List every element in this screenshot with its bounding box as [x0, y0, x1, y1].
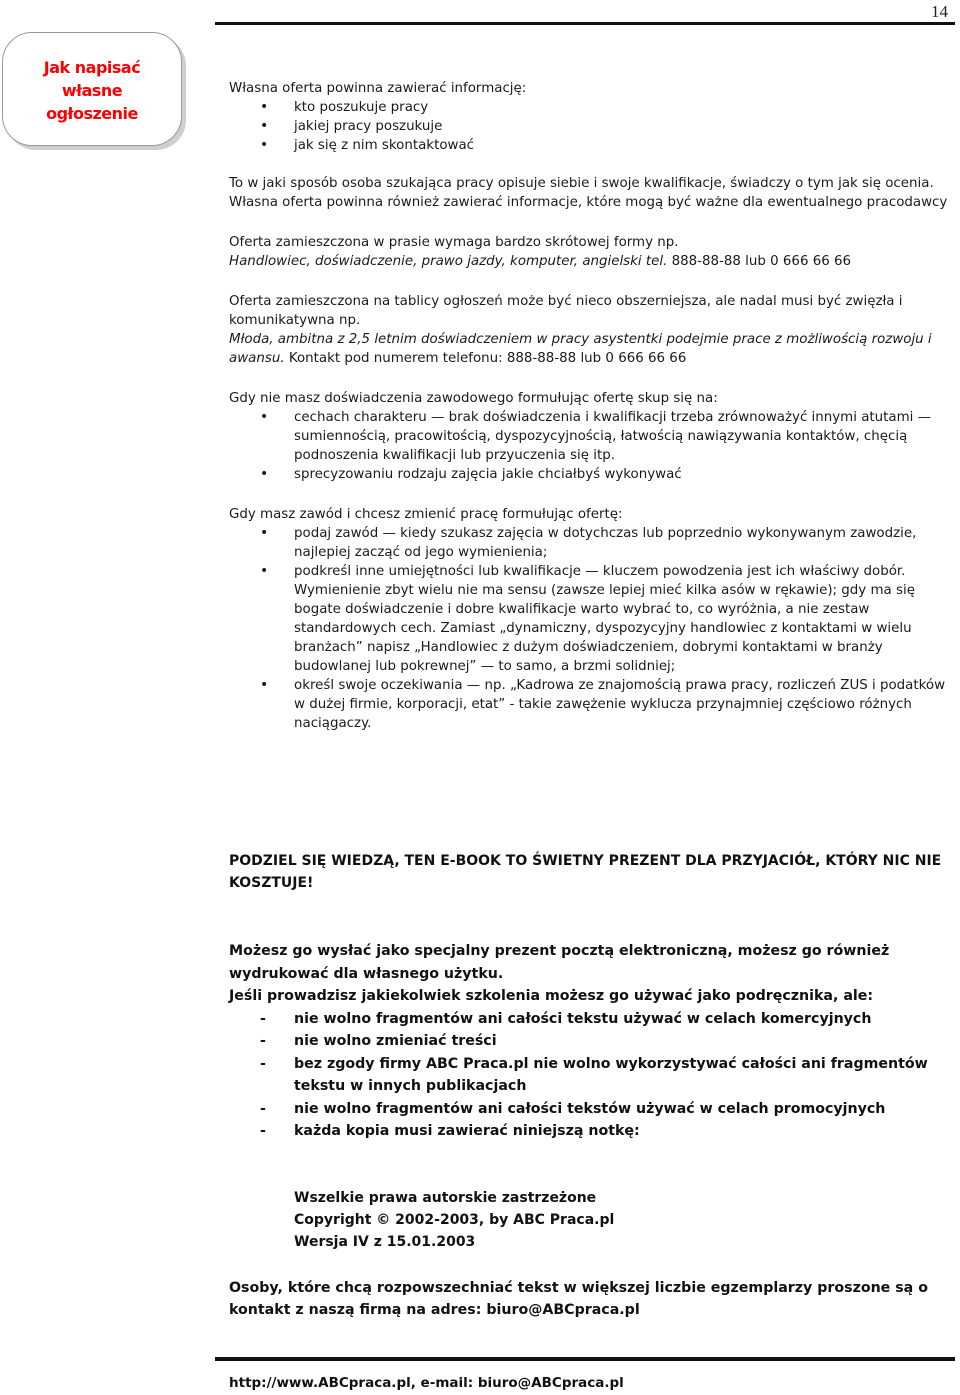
- list-item: • kto poszukuje pracy: [229, 98, 953, 117]
- license-line-1: Możesz go wysłać jako specjalny prezent pocztą elektroniczną, możesz go również wydrukować dla własnego użytku.: [229, 943, 890, 982]
- rights-reserved: Wszelkie prawa autorskie zastrzeżone: [294, 1190, 597, 1206]
- list-item: • podaj zawód — kiedy szukasz zajęcia w dotychczas lub poprzednio wykonywanym zawodzie, najlepiej zacząć od jego wymienienia;: [229, 524, 953, 562]
- change-job-lead: Gdy masz zawód i chcesz zmienić pracę formułując ofertę:: [229, 507, 623, 522]
- license-item: - nie wolno fragmentów ani całości tekstu używać w celach komercyjnych: [229, 1008, 954, 1031]
- board-example-text: Młoda, ambitna z 2,5 letnim doświadczeniem w pracy asystentki podejmie prace z możliwością rozwoju i awansu.: [229, 332, 932, 366]
- intro-lead: Własna oferta powinna zawierać informację:: [229, 81, 527, 96]
- callout-line: ogłoszenie: [46, 104, 138, 123]
- license-item: - bez zgody firmy ABC Praca.pl nie wolno wykorzystywać całości ani fragmentów tekstu w innych publikacjach: [229, 1053, 954, 1098]
- license-item: - nie wolno zmieniać treści: [229, 1030, 954, 1053]
- callout-line: własne: [61, 81, 123, 100]
- page-number: 14: [931, 2, 948, 21]
- list-item: • jakiej pracy poszukuje: [229, 117, 953, 136]
- copyright-line: Copyright © 2002-2003, by ABC Praca.pl: [294, 1212, 615, 1228]
- footer-contact: http://www.ABCpraca.pl, e-mail: biuro@ABCpraca.pl: [229, 1375, 624, 1391]
- license-section: [229, 940, 954, 1143]
- list-item: • podkreśl inne umiejętności lub kwalifikacje — kluczem powodzenia jest ich właściwy dobór. Wymienienie zbyt wielu nie ma sensu (zawsze lepiej mieć kilka asów w rękawie); gdy ma się bogate doświadczenie i dobre kwalifikacje warto wybrać to, co wyróżnia, a nie zestaw standardowych cech. Zamiast „dynamiczny, dyspozycyjny handlowiec z kontaktami w wielu branżach” napisz „Handlowiec z dużym doświadczeniem, dobrymi kontaktami w branży budowlanej lub pokrewnej” — to samo, a brzmi solidniej;: [229, 562, 953, 676]
- board-offer-line: Oferta zamieszczona na tablicy ogłoszeń może być nieco obszerniejsza, ale nadal musi być zwięzła i komunikatywna np.: [229, 294, 903, 328]
- distribution-note: Osoby, które chcą rozpowszechniać tekst w większej liczbie egzemplarzy proszone są o kontakt z naszą firmą na adres: biuro@ABCpraca.pl: [229, 1280, 928, 1318]
- list-item: • sprecyzowaniu rodzaju zajęcia jakie chciałbyś wykonywać: [229, 465, 953, 484]
- license-item: - nie wolno fragmentów ani całości tekstów używać w celach promocyjnych: [229, 1098, 954, 1121]
- license-item: - każda kopia musi zawierać niniejszą notkę:: [229, 1120, 954, 1143]
- no-experience-list: [229, 408, 953, 484]
- change-job-list: [229, 524, 953, 733]
- callout-line: Jak napisać: [43, 58, 141, 77]
- board-contact: Kontakt pod numerem telefonu: 888-88-88 lub 0 666 66 66: [284, 351, 687, 366]
- list-item: • określ swoje oczekiwania — np. „Kadrowa ze znajomością prawa pracy, rozliczeń ZUS i podatków w dużej firmie, korporacji, etat” - takie zawężenie wyklucza przynajmniej częściowo różnych naciągaczy.: [229, 676, 953, 733]
- footer-rule: [215, 1357, 955, 1361]
- license-line-2: Jeśli prowadzisz jakiekolwiek szkolenia możesz go używać jako podręcznika, ale:: [229, 988, 874, 1004]
- section-callout-title: [2, 56, 182, 125]
- article-body: [229, 79, 953, 733]
- press-phone: 888-88-88 lub 0 666 66 66: [667, 254, 852, 269]
- header-rule: [215, 22, 955, 25]
- no-experience-lead: Gdy nie masz doświadczenia zawodowego formułując ofertę skup się na:: [229, 391, 718, 406]
- share-ebook-heading: PODZIEL SIĘ WIEDZĄ, TEN E-BOOK TO ŚWIETNY PREZENT DLA PRZYJACIÓŁ, KTÓRY NIC NIE KOSZTUJE!: [229, 853, 942, 891]
- copyright-block: [294, 1187, 894, 1253]
- press-offer-line: Oferta zamieszczona w prasie wymaga bardzo skrótowej formy np.: [229, 235, 679, 250]
- board-offer-example: [229, 330, 953, 368]
- intro-list: [229, 98, 953, 155]
- list-item: • cechach charakteru — brak doświadczenia i kwalifikacji trzeba zrównoważyć innymi atutami — sumiennością, pracowitością, dyspozycyjnością, łatwością nawiązywania kontaktów, chęcią podnoszenia kwalifikacji lub przyuczenia się itp.: [229, 408, 953, 465]
- list-item: • jak się z nim skontaktować: [229, 136, 953, 155]
- press-offer-example: [229, 252, 953, 271]
- intro-paragraph: To w jaki sposób osoba szukająca pracy opisuje siebie i swoje kwalifikacje, świadczy o tym jak się ocenia. Własna oferta powinna również zawierać informacje, które mogą być ważne dla ewentualnego pracodawcy: [229, 176, 948, 210]
- version-line: Wersja IV z 15.01.2003: [294, 1234, 476, 1250]
- press-example-text: Handlowiec, doświadczenie, prawo jazdy, komputer, angielski tel.: [229, 254, 668, 269]
